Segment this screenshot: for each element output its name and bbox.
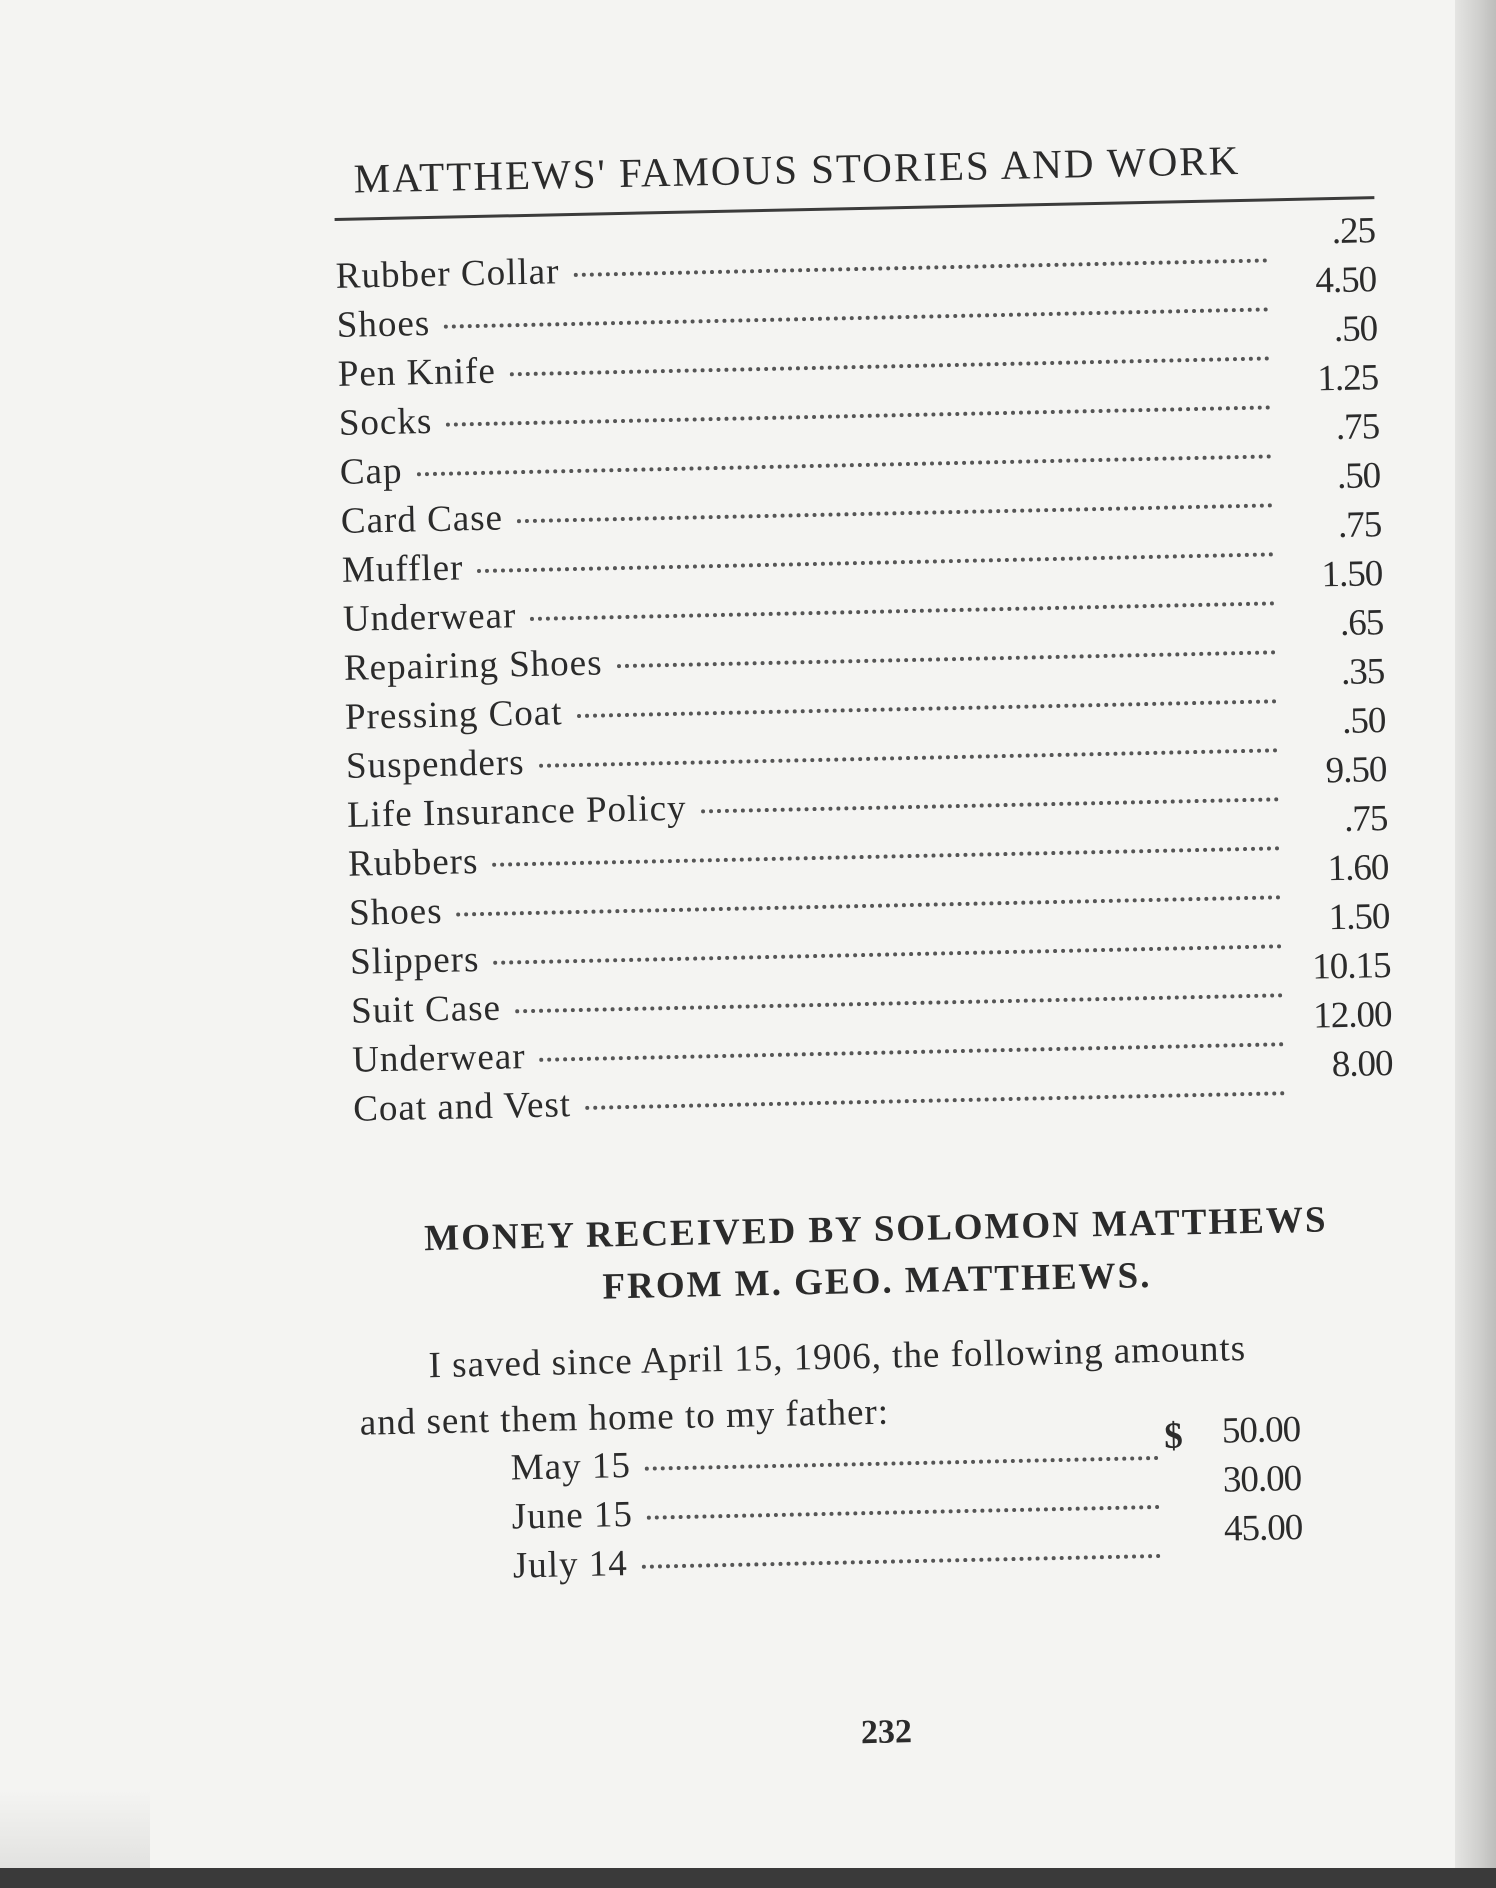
dot-leader <box>577 699 1277 718</box>
expense-item: Underwear <box>351 1036 526 1081</box>
expense-amount: 1.50 <box>1328 896 1390 939</box>
dot-leader <box>539 748 1278 767</box>
dot-leader <box>647 1505 1160 1520</box>
dot-leader <box>642 1554 1161 1569</box>
expense-item: Slippers <box>349 939 480 983</box>
page-edge-shadow <box>1455 0 1496 1888</box>
expense-item: Underwear <box>342 595 517 640</box>
header-rule <box>335 196 1375 221</box>
section-heading-line-1: MONEY RECEIVED BY SOLOMON MATTHEWS <box>423 1199 1328 1260</box>
dot-leader <box>417 454 1272 476</box>
currency-symbol <box>1167 1545 1193 1546</box>
expense-item: Life Insurance Policy <box>346 787 687 836</box>
dot-leader <box>540 1042 1285 1062</box>
dot-leader <box>515 993 1283 1013</box>
expense-item: Suspenders <box>345 742 525 787</box>
expense-amount: .25 <box>1331 210 1376 253</box>
remittance-amount: 30.00 <box>1222 1457 1302 1501</box>
remittance-date: July 14 <box>512 1543 629 1587</box>
expense-list <box>335 210 1393 1137</box>
expense-amount: 1.50 <box>1321 553 1383 596</box>
dot-leader <box>446 405 1270 426</box>
paragraph-line-1: I saved since April 15, 1906, the following amounts <box>428 1328 1247 1387</box>
dot-leader <box>477 552 1274 573</box>
expense-item: Socks <box>338 400 433 444</box>
expense-amount: 1.60 <box>1327 847 1389 890</box>
expense-amount: .35 <box>1340 651 1385 693</box>
expense-item: Muffler <box>341 547 464 591</box>
expense-item: Pen Knife <box>337 350 497 395</box>
expense-item: Shoes <box>348 890 443 934</box>
scan-bottom-border <box>0 1868 1496 1888</box>
dot-leader <box>701 797 1279 813</box>
expense-amount: 9.50 <box>1325 749 1387 792</box>
expense-item: Rubber Collar <box>335 251 560 297</box>
dot-leader <box>617 650 1276 668</box>
expense-amount: .50 <box>1333 308 1378 351</box>
section-heading-line-2: FROM M. GEO. MATTHEWS. <box>602 1255 1152 1308</box>
expense-item: Pressing Coat <box>344 692 563 738</box>
expense-amount: .75 <box>1335 406 1380 449</box>
expense-amount: .50 <box>1341 700 1386 742</box>
expense-amount: .75 <box>1337 504 1382 547</box>
running-head: MATTHEWS' FAMOUS STORIES AND WORK <box>353 136 1241 202</box>
dot-leader <box>510 356 1270 376</box>
dot-leader <box>444 307 1268 328</box>
paragraph-line-2: and sent them home to my father: <box>359 1391 890 1444</box>
page-stack-edge <box>0 1790 150 1868</box>
dot-leader <box>585 1091 1285 1110</box>
currency-symbol: $ <box>1163 1415 1184 1457</box>
dot-leader <box>457 895 1281 916</box>
currency-symbol <box>1166 1496 1192 1497</box>
expense-item: Shoes <box>336 302 431 346</box>
dot-leader <box>573 258 1267 277</box>
remittance-list <box>510 1409 1303 1594</box>
expense-item: Suit Case <box>350 987 502 1032</box>
dot-leader <box>517 503 1273 523</box>
expense-item: Coat and Vest <box>352 1084 572 1130</box>
dot-leader <box>530 601 1275 621</box>
dot-leader <box>493 944 1282 965</box>
remittance-amount: 50.00 <box>1221 1409 1301 1452</box>
expense-amount: .75 <box>1343 798 1388 840</box>
expense-amount: 1.25 <box>1316 357 1379 400</box>
expense-amount: 10.15 <box>1311 945 1391 988</box>
expense-amount: 8.00 <box>1331 1042 1393 1086</box>
expense-amount: 12.00 <box>1312 993 1392 1037</box>
expense-amount: .65 <box>1339 602 1384 644</box>
expense-amount: 4.50 <box>1314 259 1377 302</box>
dot-leader <box>492 846 1280 866</box>
expense-item: Rubbers <box>347 841 479 885</box>
remittance-date: May 15 <box>510 1445 632 1489</box>
expense-item: Repairing Shoes <box>343 642 603 689</box>
expense-item: Cap <box>339 450 403 493</box>
expense-item: Card Case <box>340 497 504 542</box>
remittance-amount: 45.00 <box>1223 1506 1303 1550</box>
expense-amount: .50 <box>1336 455 1381 498</box>
page-number: 232 <box>860 1713 913 1752</box>
remittance-date: June 15 <box>511 1493 634 1538</box>
dot-leader <box>645 1456 1159 1471</box>
section-heading <box>355 1193 1397 1319</box>
